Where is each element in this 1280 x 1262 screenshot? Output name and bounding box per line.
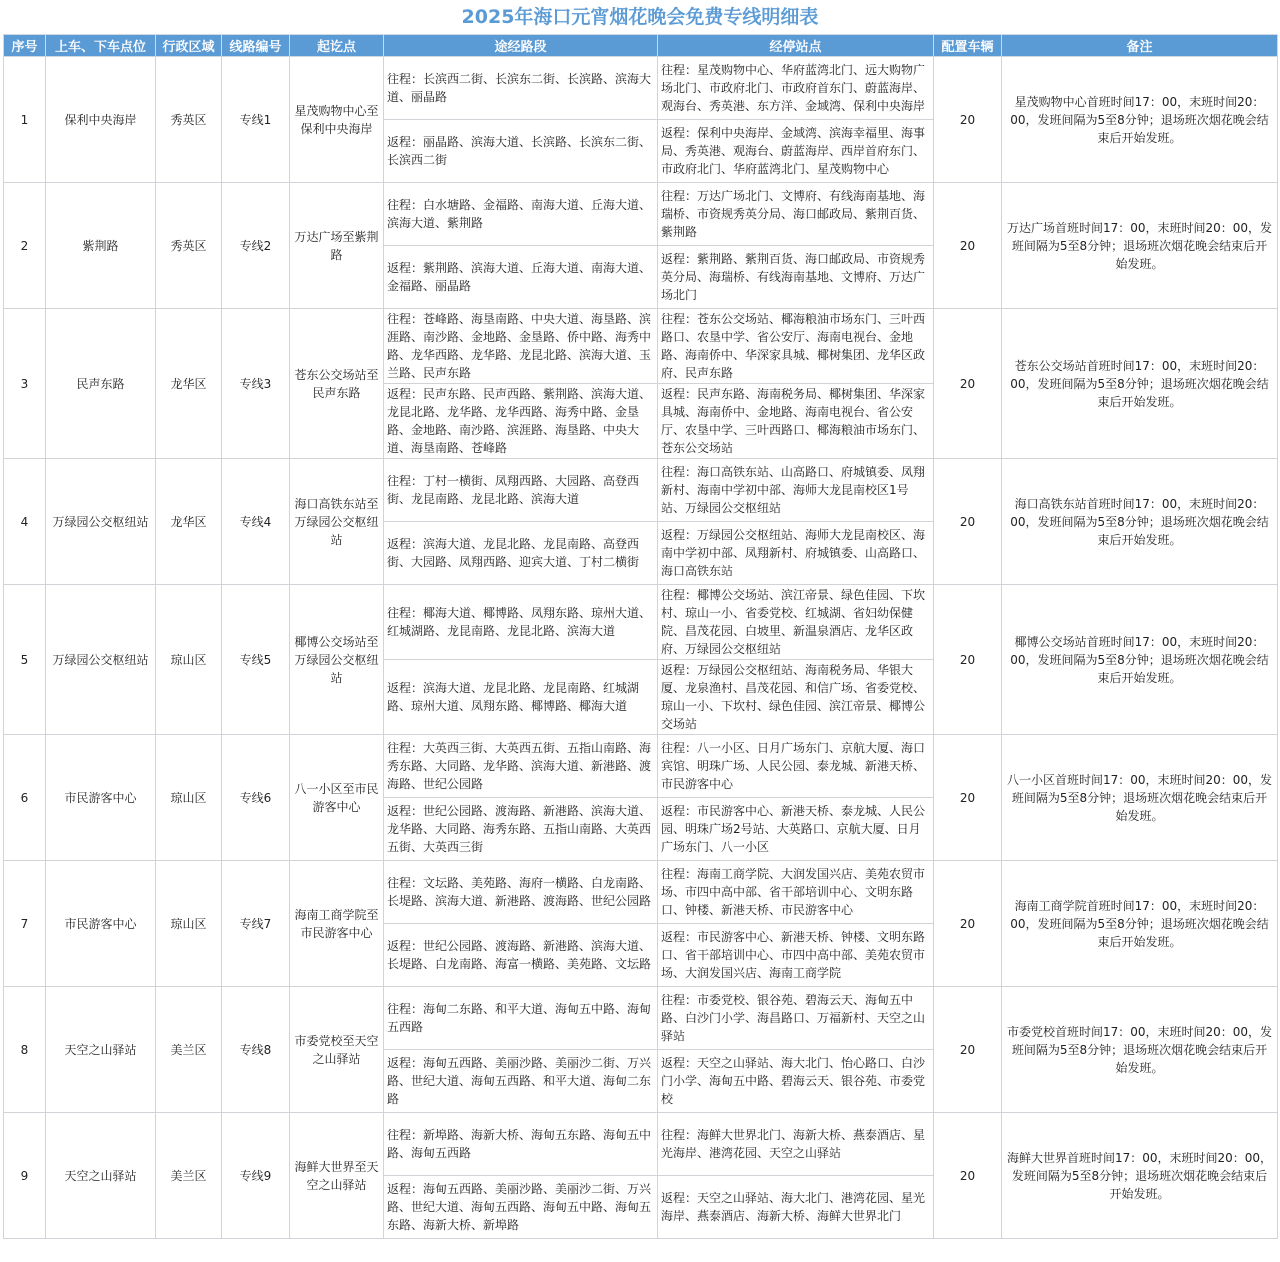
district: 龙华区 [156, 309, 222, 459]
origin-destination: 星茂购物中心至保利中央海岸 [290, 57, 384, 183]
bus-line-table [3, 34, 1278, 1239]
origin-destination: 海鲜大世界至天空之山驿站 [290, 1113, 384, 1239]
stations-outbound: 往程：海口高铁东站、山高路口、府城镇委、凤翔新村、海南中学初中部、海师大龙昆南校区1号站、万绿园公交枢纽站 [658, 459, 934, 522]
origin-destination: 海南工商学院至市民游客中心 [290, 861, 384, 987]
road-outbound: 往程：海甸二东路、和平大道、海甸五中路、海甸五西路 [384, 987, 658, 1050]
header-od: 起讫点 [290, 35, 384, 57]
note: 椰博公交场站首班时间17：00，末班时间20：00，发班间隔为5至8分钟；退场班次烟花晚会结束后开始发班。 [1002, 585, 1278, 735]
table-row [4, 861, 1278, 924]
row-number: 9 [4, 1113, 46, 1239]
line-number: 专线6 [222, 735, 290, 861]
vehicle-count: 20 [934, 1113, 1002, 1239]
line-number: 专线7 [222, 861, 290, 987]
line-number: 专线5 [222, 585, 290, 735]
district: 秀英区 [156, 183, 222, 309]
note: 海鲜大世界首班时间17：00，末班时间20：00，发班间隔为5至8分钟；退场班次烟花晚会结束后开始发班。 [1002, 1113, 1278, 1239]
stations-return: 返程：民声东路、海南税务局、椰树集团、华深家具城、海南侨中、金地路、海南电视台、省公安厅、农垦中学、三叶西路口、椰海粮油市场东门、苍东公交场站 [658, 384, 934, 459]
stop-point: 万绿园公交枢纽站 [46, 459, 156, 585]
header-vehicles: 配置车辆 [934, 35, 1002, 57]
stop-point: 天空之山驿站 [46, 987, 156, 1113]
header-line: 线路编号 [222, 35, 290, 57]
stations-outbound: 往程：市委党校、银谷苑、碧海云天、海甸五中路、白沙门小学、海昌路口、万福新村、天空之山驿站 [658, 987, 934, 1050]
origin-destination: 万达广场至紫荆路 [290, 183, 384, 309]
road-return: 返程：紫荆路、滨海大道、丘海大道、南海大道、金福路、丽晶路 [384, 246, 658, 309]
stations-return: 返程：市民游客中心、新港天桥、泰龙城、人民公园、明珠广场2号站、大英路口、京航大厦、日月广场东门、八一小区 [658, 798, 934, 861]
road-outbound: 往程：丁村一横街、凤翔西路、大园路、高登西街、龙昆南路、龙昆北路、滨海大道 [384, 459, 658, 522]
stop-point: 天空之山驿站 [46, 1113, 156, 1239]
origin-destination: 八一小区至市民游客中心 [290, 735, 384, 861]
vehicle-count: 20 [934, 57, 1002, 183]
road-return: 返程：海甸五西路、美丽沙路、美丽沙二街、万兴路、世纪大道、海甸五西路、海甸五中路、海甸五东路、海新大桥、新埠路 [384, 1176, 658, 1239]
road-return: 返程：滨海大道、龙昆北路、龙昆南路、高登西街、大园路、凤翔西路、迎宾大道、丁村二横街 [384, 522, 658, 585]
road-return: 返程：滨海大道、龙昆北路、龙昆南路、红城湖路、琼州大道、凤翔东路、椰博路、椰海大道 [384, 660, 658, 735]
stations-outbound: 往程：海南工商学院、大润发国兴店、美苑农贸市场、市四中高中部、省干部培训中心、文明东路口、钟楼、新港天桥、市民游客中心 [658, 861, 934, 924]
header-stations: 经停站点 [658, 35, 934, 57]
stations-return: 返程：紫荆路、紫荆百货、海口邮政局、市资规秀英分局、海瑞桥、有线海南基地、文博府、万达广场北门 [658, 246, 934, 309]
line-number: 专线4 [222, 459, 290, 585]
stations-return: 返程：市民游客中心、新港天桥、钟楼、文明东路口、省干部培训中心、市四中高中部、美苑农贸市场、大润发国兴店、海南工商学院 [658, 924, 934, 987]
stop-point: 市民游客中心 [46, 735, 156, 861]
stop-point: 保利中央海岸 [46, 57, 156, 183]
table-header-row [4, 35, 1278, 57]
line-number: 专线2 [222, 183, 290, 309]
stations-outbound: 往程：星茂购物中心、华府蓝湾北门、远大购物广场北门、市政府北门、市政府首东门、蔚蓝海岸、观海台、秀英港、东方洋、金域湾、保利中央海岸 [658, 57, 934, 120]
table-row [4, 987, 1278, 1050]
road-return: 返程：世纪公园路、渡海路、新港路、滨海大道、长堤路、白龙南路、海富一横路、美苑路、文坛路 [384, 924, 658, 987]
vehicle-count: 20 [934, 183, 1002, 309]
line-number: 专线8 [222, 987, 290, 1113]
stations-outbound: 往程：八一小区、日月广场东门、京航大厦、海口宾馆、明珠广场、人民公园、泰龙城、新港天桥、市民游客中心 [658, 735, 934, 798]
table-row [4, 57, 1278, 120]
stations-return: 返程：万绿园公交枢纽站、海师大龙昆南校区、海南中学初中部、凤翔新村、府城镇委、山高路口、海口高铁东站 [658, 522, 934, 585]
stop-point: 紫荆路 [46, 183, 156, 309]
header-stop: 上车、下车点位 [46, 35, 156, 57]
table-row [4, 735, 1278, 798]
district: 琼山区 [156, 735, 222, 861]
stop-point: 市民游客中心 [46, 861, 156, 987]
stop-point: 万绿园公交枢纽站 [46, 585, 156, 735]
origin-destination: 苍东公交场站至民声东路 [290, 309, 384, 459]
table-row [4, 183, 1278, 246]
vehicle-count: 20 [934, 987, 1002, 1113]
row-number: 4 [4, 459, 46, 585]
road-outbound: 往程：苍峰路、海垦南路、中央大道、海垦路、滨涯路、南沙路、金地路、金垦路、侨中路、海秀中路、龙华西路、龙华路、龙昆北路、滨海大道、玉兰路、民声东路 [384, 309, 658, 384]
note: 海口高铁东站首班时间17：00，末班时间20：00，发班间隔为5至8分钟；退场班次烟花晚会结束后开始发班。 [1002, 459, 1278, 585]
road-outbound: 往程：长滨西二街、长滨东二街、长滨路、滨海大道、丽晶路 [384, 57, 658, 120]
row-number: 5 [4, 585, 46, 735]
line-number: 专线9 [222, 1113, 290, 1239]
note: 星茂购物中心首班时间17：00，末班时间20：00，发班间隔为5至8分钟；退场班次烟花晚会结束后开始发班。 [1002, 57, 1278, 183]
road-return: 返程：世纪公园路、渡海路、新港路、滨海大道、龙华路、大同路、海秀东路、五指山南路、大英西五街、大英西三街 [384, 798, 658, 861]
table-row [4, 309, 1278, 384]
vehicle-count: 20 [934, 309, 1002, 459]
row-number: 2 [4, 183, 46, 309]
origin-destination: 海口高铁东站至万绿园公交枢纽站 [290, 459, 384, 585]
note: 万达广场首班时间17：00，末班时间20：00，发班间隔为5至8分钟；退场班次烟花晚会结束后开始发班。 [1002, 183, 1278, 309]
line-number: 专线3 [222, 309, 290, 459]
row-number: 3 [4, 309, 46, 459]
origin-destination: 市委党校至天空之山驿站 [290, 987, 384, 1113]
road-return: 返程：海甸五西路、美丽沙路、美丽沙二街、万兴路、世纪大道、海甸五西路、和平大道、海甸二东路 [384, 1050, 658, 1113]
header-roads: 途经路段 [384, 35, 658, 57]
row-number: 8 [4, 987, 46, 1113]
stations-outbound: 往程：苍东公交场站、椰海粮油市场东门、三叶西路口、农垦中学、省公安厅、海南电视台、金地路、海南侨中、华深家具城、椰树集团、龙华区政府、民声东路 [658, 309, 934, 384]
stations-return: 返程：天空之山驿站、海大北门、怡心路口、白沙门小学、海甸五中路、碧海云天、银谷苑、市委党校 [658, 1050, 934, 1113]
stations-outbound: 往程：万达广场北门、文博府、有线海南基地、海瑞桥、市资规秀英分局、海口邮政局、紫荆百货、紫荆路 [658, 183, 934, 246]
vehicle-count: 20 [934, 861, 1002, 987]
road-return: 返程：民声东路、民声西路、紫荆路、滨海大道、龙昆北路、龙华路、龙华西路、海秀中路、金垦路、金地路、南沙路、滨涯路、海垦路、中央大道、海垦南路、苍峰路 [384, 384, 658, 459]
note: 苍东公交场站首班时间17：00，末班时间20：00，发班间隔为5至8分钟；退场班次烟花晚会结束后开始发班。 [1002, 309, 1278, 459]
district: 美兰区 [156, 1113, 222, 1239]
stations-outbound: 往程：椰博公交场站、滨江帝景、绿色佳园、下坎村、琼山一小、省委党校、红城湖、省妇幼保健院、昌茂花园、白坡里、新温泉酒店、龙华区政府、万绿园公交枢纽站 [658, 585, 934, 660]
table-row [4, 1113, 1278, 1176]
district: 美兰区 [156, 987, 222, 1113]
note: 海南工商学院首班时间17：00，末班时间20：00，发班间隔为5至8分钟；退场班次烟花晚会结束后开始发班。 [1002, 861, 1278, 987]
line-number: 专线1 [222, 57, 290, 183]
header-district: 行政区域 [156, 35, 222, 57]
vehicle-count: 20 [934, 585, 1002, 735]
header-no: 序号 [4, 35, 46, 57]
note: 八一小区首班时间17：00，末班时间20：00，发班间隔为5至8分钟；退场班次烟花晚会结束后开始发班。 [1002, 735, 1278, 861]
district: 龙华区 [156, 459, 222, 585]
stations-return: 返程：天空之山驿站、海大北门、港湾花园、星光海岸、燕泰酒店、海新大桥、海鲜大世界北门 [658, 1176, 934, 1239]
road-outbound: 往程：大英西三街、大英西五街、五指山南路、海秀东路、大同路、龙华路、滨海大道、新港路、渡海路、世纪公园路 [384, 735, 658, 798]
vehicle-count: 20 [934, 459, 1002, 585]
row-number: 1 [4, 57, 46, 183]
stations-return: 返程：保利中央海岸、金域湾、滨海幸福里、海事局、秀英港、观海台、蔚蓝海岸、西岸首府东门、市政府北门、华府蓝湾北门、星茂购物中心 [658, 120, 934, 183]
road-outbound: 往程：文坛路、美苑路、海府一横路、白龙南路、长堤路、滨海大道、新港路、渡海路、世纪公园路 [384, 861, 658, 924]
table-row [4, 585, 1278, 660]
row-number: 6 [4, 735, 46, 861]
origin-destination: 椰博公交场站至万绿园公交枢纽站 [290, 585, 384, 735]
district: 琼山区 [156, 585, 222, 735]
stop-point: 民声东路 [46, 309, 156, 459]
vehicle-count: 20 [934, 735, 1002, 861]
header-note: 备注 [1002, 35, 1278, 57]
road-outbound: 往程：椰海大道、椰博路、凤翔东路、琼州大道、红城湖路、龙昆南路、龙昆北路、滨海大道 [384, 585, 658, 660]
road-outbound: 往程：新埠路、海新大桥、海甸五东路、海甸五中路、海甸五西路 [384, 1113, 658, 1176]
row-number: 7 [4, 861, 46, 987]
road-outbound: 往程：白水塘路、金福路、南海大道、丘海大道、滨海大道、紫荆路 [384, 183, 658, 246]
note: 市委党校首班时间17：00，末班时间20：00，发班间隔为5至8分钟；退场班次烟花晚会结束后开始发班。 [1002, 987, 1278, 1113]
road-return: 返程：丽晶路、滨海大道、长滨路、长滨东二街、长滨西二街 [384, 120, 658, 183]
table-body [4, 57, 1278, 1239]
table-row [4, 459, 1278, 522]
page-title: 2025年海口元宵烟花晚会免费专线明细表 [461, 6, 819, 28]
stations-return: 返程：万绿园公交枢纽站、海南税务局、华银大厦、龙泉渔村、昌茂花园、和信广场、省委党校、琼山一小、下坎村、绿色佳园、滨江帝景、椰博公交场站 [658, 660, 934, 735]
district: 秀英区 [156, 57, 222, 183]
district: 琼山区 [156, 861, 222, 987]
stations-outbound: 往程：海鲜大世界北门、海新大桥、燕泰酒店、星光海岸、港湾花园、天空之山驿站 [658, 1113, 934, 1176]
